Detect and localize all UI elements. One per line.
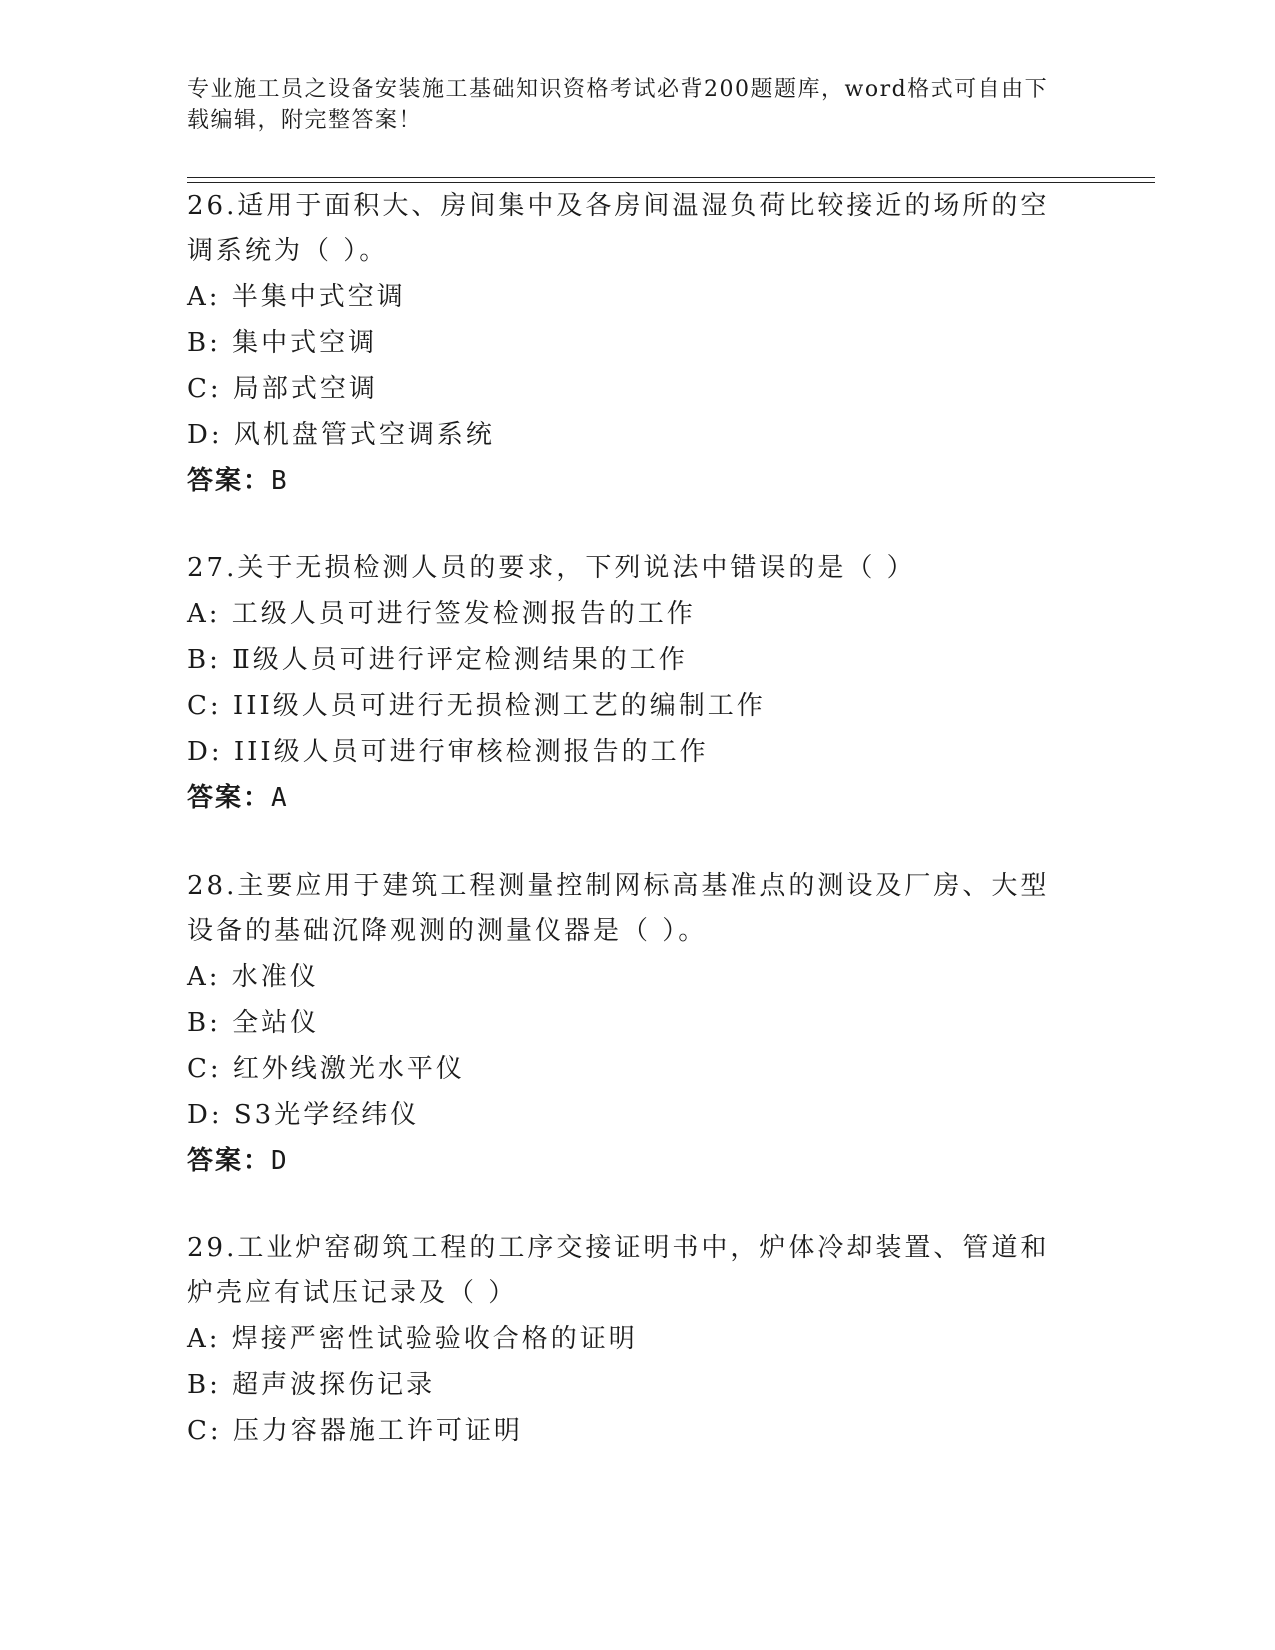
answer-value: A [271,783,289,813]
question-26 [187,184,1067,504]
question-28 [187,864,1067,1184]
option-a: A: 工级人员可进行签发检测报告的工作 [187,599,696,629]
question-stem: 26.适用于面积大、房间集中及各房间温湿负荷比较接近的场所的空调系统为（ ）。 [187,191,1050,266]
answer-line [187,1138,1067,1184]
question-stem: 27.关于无损检测人员的要求，下列说法中错误的是（ ） [187,553,916,583]
option-b: B: Ⅱ级人员可进行评定检测结果的工作 [187,645,688,675]
answer-line [187,458,1067,504]
question-stem: 29.工业炉窑砌筑工程的工序交接证明书中，炉体冷却装置、管道和炉壳应有试压记录及（ ） [187,1233,1050,1308]
header-divider-double [187,182,1155,183]
answer-label: 答案： [187,466,272,496]
option-c: C: 红外线激光水平仪 [187,1054,465,1084]
answer-line [187,775,1067,821]
option-d: D: 风机盘管式空调系统 [187,420,495,450]
document-header: 专业施工员之设备安装施工基础知识资格考试必背200题题库，word格式可自由下载编辑，附完整答案！ [187,77,1049,133]
question-29 [187,1226,1067,1454]
answer-label: 答案： [187,1146,272,1176]
header-divider [187,177,1155,178]
question-27 [187,546,1067,821]
answer-value: B [271,466,289,496]
option-b: B: 超声波探伤记录 [187,1370,436,1400]
option-c: C: III级人员可进行无损检测工艺的编制工作 [187,691,766,721]
answer-label: 答案： [187,783,272,813]
option-a: A: 半集中式空调 [187,282,406,312]
option-c: C: 局部式空调 [187,374,378,404]
option-d: D: III级人员可进行审核检测报告的工作 [187,737,709,767]
option-c: C: 压力容器施工许可证明 [187,1416,523,1446]
option-d: D: S3光学经纬仪 [187,1100,420,1130]
option-a: A: 焊接严密性试验验收合格的证明 [187,1324,638,1354]
option-a: A: 水准仪 [187,962,319,992]
option-b: B: 全站仪 [187,1008,320,1038]
option-b: B: 集中式空调 [187,328,378,358]
question-stem: 28.主要应用于建筑工程测量控制网标高基准点的测设及厂房、大型设备的基础沉降观测的测量仪器是（ ）。 [187,871,1050,946]
answer-value: D [271,1146,289,1176]
